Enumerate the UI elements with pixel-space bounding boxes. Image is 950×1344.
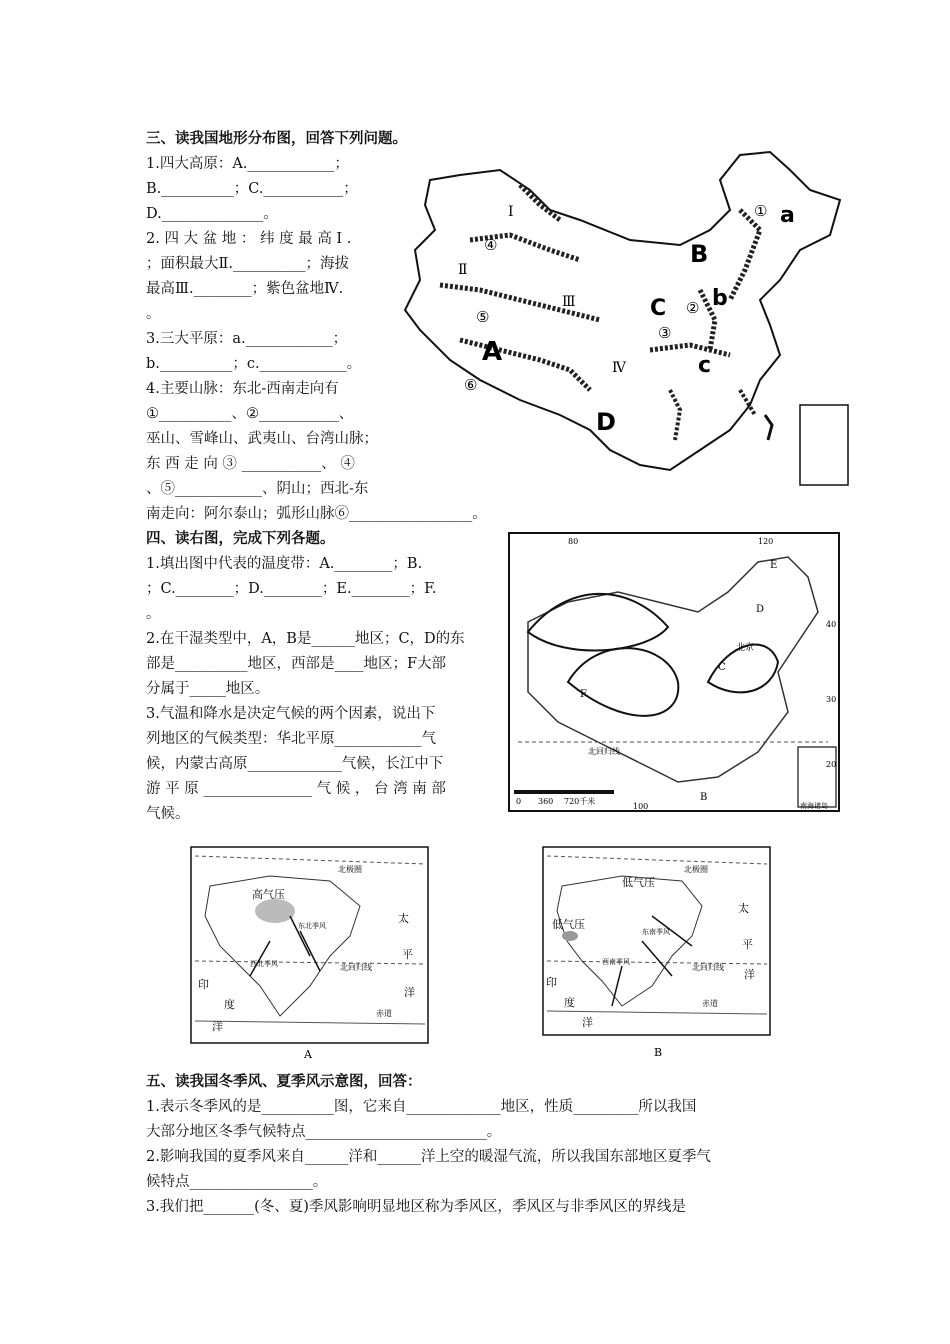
terrain-map (400, 150, 850, 490)
q3-line-11: ①__________、②___________、 (146, 406, 354, 422)
map-circled-1: ① (754, 202, 768, 220)
q3-line-3: D.______________。 (146, 206, 278, 222)
map-a-pacific-3: 洋 (404, 986, 415, 999)
q3-line-15: 南走向：阿尔泰山；弧形山脉⑥_________________。 (146, 506, 487, 522)
map-circled-3: ③ (658, 324, 672, 342)
label-inset: 南海诸岛 (800, 802, 828, 810)
map-label-c: c (698, 353, 712, 378)
map-roman-1: Ⅰ (508, 204, 514, 220)
q4-line-6: 分属于_____地区。 (146, 681, 270, 697)
lat-20: 20 (826, 760, 837, 769)
q3-line-14: 、⑤____________、阴山；西北-东 (146, 481, 369, 497)
map-b-pacific-2: 平 (742, 938, 753, 951)
q4-line-11: 气候。 (146, 806, 190, 822)
q3-line-7: 。 (146, 306, 161, 322)
map-b-tropic: 北回归线 (692, 963, 724, 972)
q3-line-10: 4.主要山脉：东北-西南走向有 (146, 381, 339, 397)
zone-E: E (770, 560, 778, 571)
map-roman-3: Ⅲ (562, 294, 576, 310)
map-b-monsoon2: 西南季风 (602, 958, 630, 966)
map-a-tropic: 北回归线 (340, 963, 372, 972)
map-b-pressure2: 低气压 (552, 918, 585, 931)
map-roman-4: Ⅳ (612, 360, 626, 376)
zone-F: F (580, 689, 587, 700)
lat-30: 30 (826, 695, 837, 704)
temperature-zone-map (508, 532, 840, 812)
zone-B: B (700, 792, 708, 803)
scale-360: 360 (538, 797, 554, 806)
map-a-monsoon2: 西北季风 (250, 960, 278, 968)
map-circled-4: ④ (484, 236, 498, 254)
q5-line-5: 3.我们把_______(冬、夏)季风影响明显地区称为季风区，季风区与非季风区的界线是 (146, 1199, 686, 1215)
map-circled-6: ⑥ (464, 376, 478, 394)
q4-line-2: ；C.________；D.________；E.________；F. (146, 581, 437, 597)
section4-heading: 四、读右图，完成下列各题。 (146, 531, 335, 547)
map-b-arctic: 北极圈 (684, 865, 708, 874)
q3-line-12: 巫山、雪峰山、武夷山、台湾山脉； (146, 431, 378, 447)
q5-line-3: 2.影响我国的夏季风来自______洋和______洋上空的暖湿气流，所以我国东部地区夏季气 (146, 1149, 711, 1165)
map-a-pacific-2: 平 (402, 948, 413, 961)
q4-line-1: 1.填出图中代表的温度带：A.________；B. (146, 556, 423, 572)
scale-720: 720千米 (564, 797, 596, 806)
lon-120: 120 (758, 537, 774, 546)
map-b-indian-2: 度 (564, 996, 575, 1009)
q5-line-1: 1.表示冬季风的是__________图，它来自_____________地区，性质_________所以我国 (146, 1099, 697, 1115)
map-circled-2: ② (686, 299, 700, 317)
map-a-caption: A (304, 1048, 312, 1061)
zone-C: C (718, 662, 726, 673)
map-label-a: a (780, 203, 795, 228)
map-a-equator: 赤道 (376, 1009, 392, 1018)
lon-100: 100 (633, 802, 649, 811)
map-label-D: D (596, 408, 616, 436)
section3-heading: 三、读我国地形分布图，回答下列问题。 (146, 131, 407, 147)
lon-80: 80 (568, 537, 579, 546)
map-a-indian-2: 度 (224, 998, 235, 1011)
map-label-C: C (650, 296, 667, 321)
map-a-indian-1: 印 (198, 978, 209, 991)
scale-0: 0 (516, 797, 522, 806)
map-label-A: A (482, 337, 503, 367)
label-beijing: 北京 (736, 643, 755, 653)
q4-line-3: 。 (146, 606, 161, 622)
q3-line-5: ；面积最大Ⅱ.__________；海拔 (146, 256, 349, 272)
q3-line-8: 3.三大平原：a.____________； (146, 331, 348, 347)
label-tropic: 北回归线 (588, 747, 620, 756)
q4-line-5: 部是__________地区，西部是____地区；F大部 (146, 656, 447, 672)
q5-line-2: 大部分地区冬季气候特点_________________________。 (146, 1124, 502, 1140)
q3-line-6: 最高Ⅲ.________；紫色盆地Ⅳ. (146, 281, 344, 297)
q3-line-13: 东 西 走 向 ③ ___________、 ④ (146, 456, 355, 472)
lat-40: 40 (826, 620, 837, 629)
q3-line-2: B.__________；C.___________； (146, 181, 358, 197)
q3-line-4: 2. 四 大 盆 地 ： 纬 度 最 高 Ⅰ . (146, 231, 352, 247)
q3-line-9: b.__________；c.____________。 (146, 356, 362, 372)
map-label-B: B (690, 240, 709, 268)
q4-line-10: 游 平 原 _______________ 气 候 ， 台 湾 南 部 (146, 781, 446, 797)
map-a-arctic: 北极圈 (338, 865, 362, 874)
q4-line-9: 候，内蒙古高原_____________气候，长江中下 (146, 756, 444, 772)
map-b-equator: 赤道 (702, 999, 718, 1008)
map-b-caption: B (654, 1046, 663, 1059)
map-b-monsoon: 东南季风 (642, 928, 670, 936)
map-label-b: b (712, 286, 728, 311)
q3-line-1: 1.四大高原：A.____________； (146, 156, 349, 172)
monsoon-map-a (190, 846, 430, 1062)
map-b-indian-1: 印 (546, 976, 557, 989)
q4-line-4: 2.在干湿类型中，A，B是______地区；C，D的东 (146, 631, 465, 647)
map-circled-5: ⑤ (476, 308, 490, 326)
q4-line-8: 列地区的气候类型：华北平原____________气 (146, 731, 436, 747)
map-b-indian-3: 洋 (582, 1016, 593, 1029)
map-b-pressure: 低气压 (622, 876, 655, 889)
map-b-pacific-3: 洋 (744, 968, 755, 981)
map-a-pacific-1: 太 (398, 912, 409, 925)
q4-line-7: 3.气温和降水是决定气候的两个因素，说出下 (146, 706, 436, 722)
map-a-indian-3: 洋 (212, 1020, 223, 1033)
map-a-monsoon: 东北季风 (298, 922, 326, 930)
map-b-pacific-1: 太 (738, 902, 749, 915)
map-roman-2: Ⅱ (458, 262, 468, 278)
section5-heading: 五、读我国冬季风、夏季风示意图，回答： (146, 1074, 422, 1090)
monsoon-map-b (542, 846, 772, 1062)
q5-line-4: 候特点_________________。 (146, 1174, 328, 1190)
zone-D: D (756, 604, 765, 615)
map-a-pressure: 高气压 (252, 888, 285, 901)
